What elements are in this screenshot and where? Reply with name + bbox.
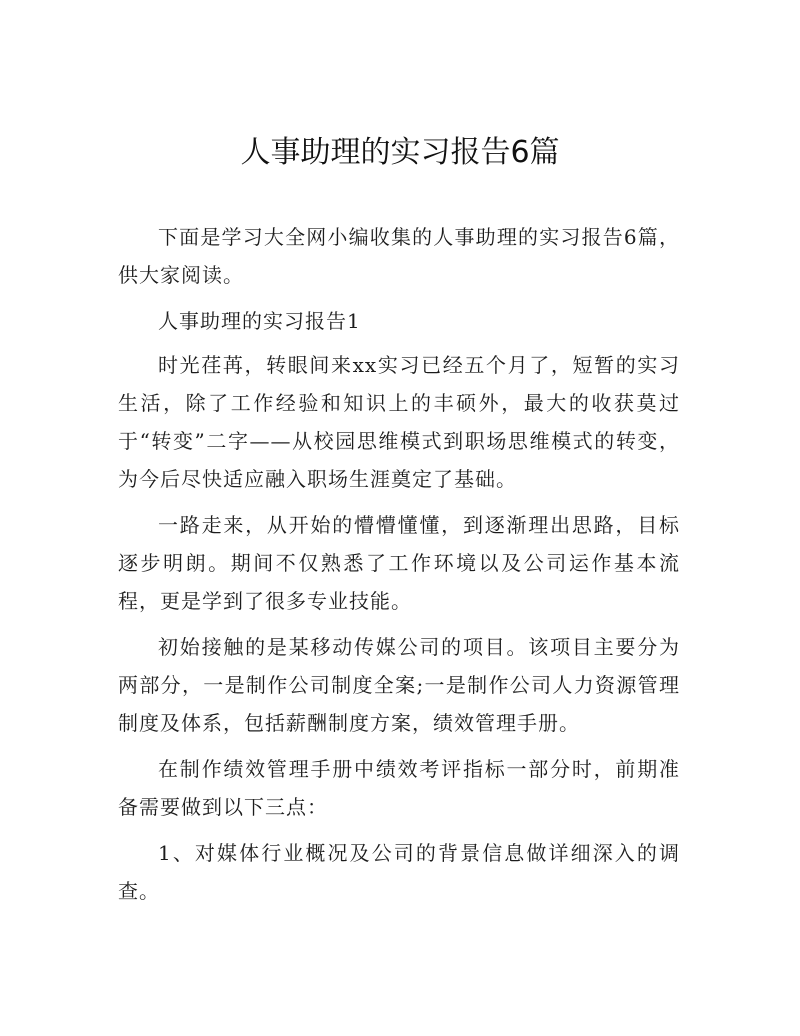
intro-paragraph: 下面是学习大全网小编收集的人事助理的实习报告6篇，供大家阅读。 xyxy=(118,225,680,287)
body-paragraph: 初始接触的是某移动传媒公司的项目。该项目主要分为两部分，一是制作公司制度全案;一是制作公司人力资源管理制度及体系，包括薪酬制度方案，绩效管理手册。 xyxy=(118,635,680,735)
body-paragraph: 一路走来，从开始的懵懵懂懂，到逐渐理出思路，目标逐步明朗。期间不仅熟悉了工作环境以及公司运作基本流程，更是学到了很多专业技能。 xyxy=(118,513,680,613)
body-paragraph: 在制作绩效管理手册中绩效考评指标一部分时，前期准备需要做到以下三点： xyxy=(118,757,680,819)
body-paragraph: 1、对媒体行业概况及公司的背景信息做详细深入的调查。 xyxy=(118,841,680,903)
document-body xyxy=(118,218,680,918)
document-title: 人事助理的实习报告6篇 xyxy=(240,135,560,170)
section-heading: 人事助理的实习报告1 xyxy=(158,309,361,333)
body-paragraph: 时光荏苒，转眼间来xx实习已经五个月了，短暂的实习生活，除了工作经验和知识上的丰硕外，最大的收获莫过于“转变”二字——从校园思维模式到职场思维模式的转变，为今后尽快适应融入职场生涯奠定了基础。 xyxy=(118,353,680,491)
